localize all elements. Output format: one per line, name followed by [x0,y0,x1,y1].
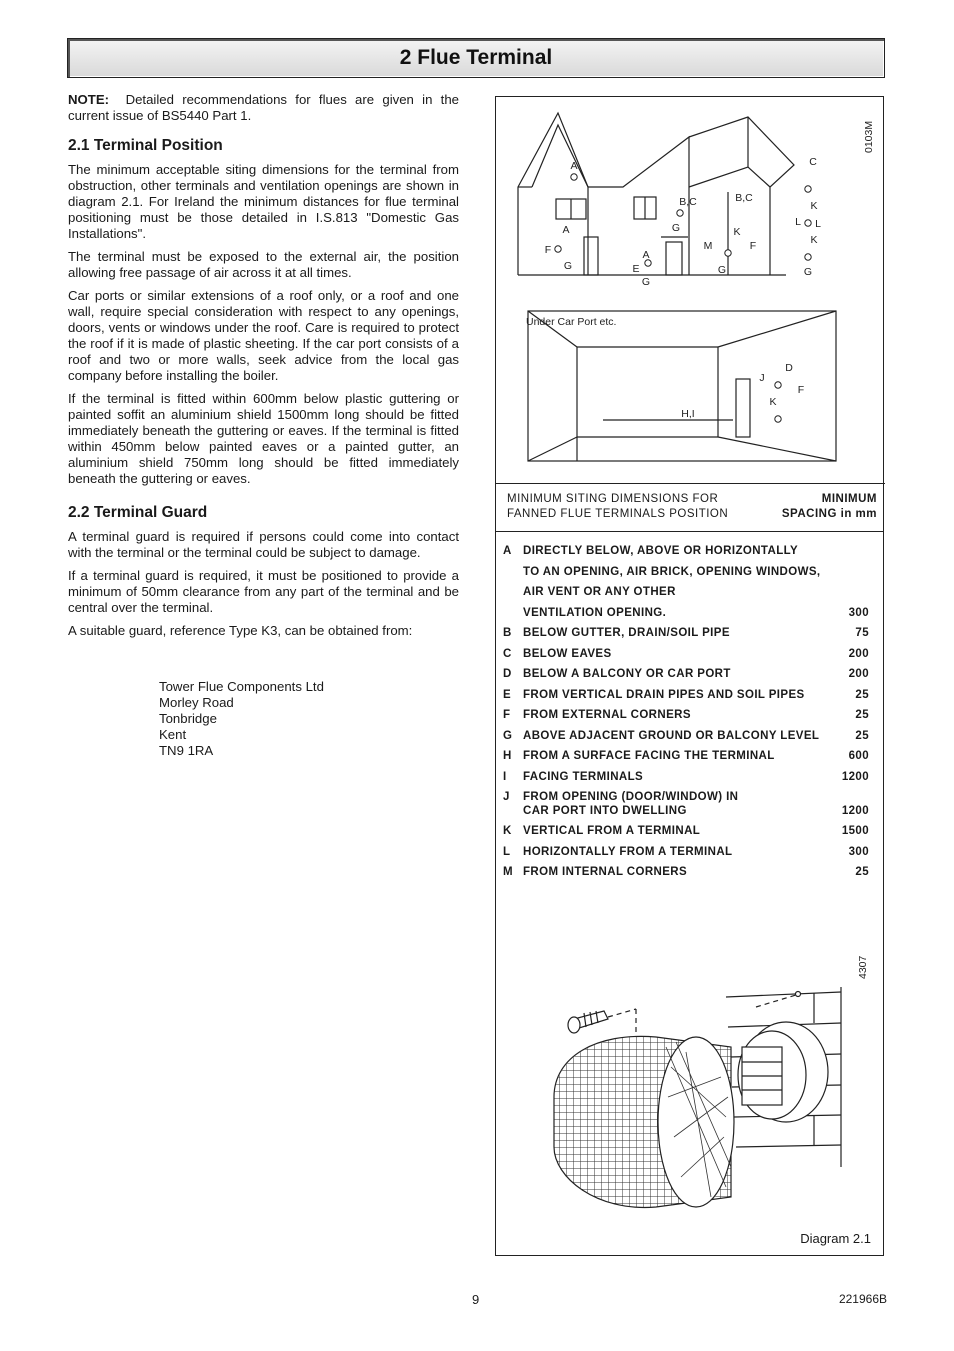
car-port-label: Under Car Port etc. [526,316,617,328]
diagram-letter: B,C [735,192,753,204]
spacing-value: 200 [848,647,869,660]
spacing-row-i [496,767,885,788]
spacing-value: 25 [855,688,869,701]
spacing-desc-line: FROM VERTICAL DRAIN PIPES AND SOIL PIPES [523,688,805,701]
spacing-table-header [496,483,883,532]
spacing-row-f [496,705,885,726]
spacing-value: 200 [848,668,869,680]
spacing-desc-line: VERTICAL FROM A TERMINAL [523,825,701,837]
spacing-desc-line: BELOW GUTTER, DRAIN/SOIL PIPE [523,627,730,639]
spacing-desc-line: FROM EXTERNAL CORNERS [523,709,691,721]
address-line: Tonbridge [159,711,217,726]
spacing-row-k [496,821,885,842]
spacing-value: 1200 [841,805,869,817]
spacing-code: F [503,709,511,721]
note-label: NOTE: [68,92,110,107]
spacing-desc-line: FROM INTERNAL CORNERS [523,866,688,878]
section-heading-terminal-guard: 2.2 Terminal Guard [68,504,208,521]
diagram-letter: F [544,244,552,256]
spacing-code: D [503,668,512,680]
spacing-code: B [503,627,512,639]
spacing-header-left-1: MINIMUM SITING DIMENSIONS FOR [507,493,719,505]
diagram-letter: K [810,200,818,212]
note-paragraph [68,92,459,124]
diagram-caption: Diagram 2.1 [800,1231,871,1246]
paragraph: A terminal guard is required if persons could come into contact with the terminal or the terminal could be subject to damage. [68,529,459,560]
spacing-desc-line: FROM OPENING (DOOR/WINDOW) IN [523,791,739,803]
diagram-letter: L [815,218,821,230]
terminal-guard-illustration [496,937,885,1255]
diagram-letter: F [797,384,805,396]
spacing-code: L [503,845,511,858]
spacing-desc-line: BELOW EAVES [523,647,612,660]
spacing-row-j [496,787,885,821]
spacing-value: 25 [855,866,869,878]
diagram-ref-guard: 4307 [857,955,869,979]
diagram-letter: G [563,260,573,272]
address-line: Tower Flue Components Ltd [159,679,324,694]
diagram-letter: G [641,276,651,288]
car-port-hi-label: H,I [681,408,695,420]
spacing-desc-line: VENTILATION OPENING. [523,606,667,619]
diagram-letter: G [803,266,813,278]
page-title: 2 Flue Terminal [399,46,553,69]
spacing-code: J [503,791,510,803]
supplier-address [159,679,459,759]
page-title-bar [67,38,885,78]
spacing-desc-line: FACING TERMINALS [523,770,644,783]
spacing-code: C [503,647,512,660]
document-code: 221966B [838,1292,887,1306]
spacing-value: 25 [855,729,869,742]
diagram-letter: A [570,160,578,172]
spacing-desc-line: HORIZONTALLY FROM A TERMINAL [523,845,733,858]
spacing-value: 300 [848,606,869,619]
left-column [68,92,459,759]
spacing-value: 600 [848,750,869,762]
diagram-panel [495,96,884,1256]
diagram-letter: M [703,240,713,252]
spacing-desc-line: CAR PORT INTO DWELLING [523,805,687,817]
diagram-letter: K [733,226,741,238]
paragraph: A suitable guard, reference Type K3, can be obtained from: [68,623,413,638]
terminal-guard-svg [496,937,885,1255]
diagram-letter: F [749,240,757,252]
spacing-desc-line: FROM A SURFACE FACING THE TERMINAL [523,750,775,762]
diagram-letter: K [769,396,777,408]
address-line: Kent [159,727,187,742]
spacing-value: 75 [855,627,869,639]
address-line: TN9 1RA [159,743,214,758]
siting-diagram [496,97,885,484]
paragraph: The terminal must be exposed to the external air, the position allowing free passage of air across it at all times. [68,249,459,280]
paragraph: The minimum acceptable siting dimensions for the terminal from obstruction, other terminals and ventilation openings are shown in diagram 2.1. For Ireland the minimum distances for flue terminal positioning must be those detailed in I.S.813 "Domestic Gas Installations". [68,162,459,241]
spacing-desc-line: BELOW A BALCONY OR CAR PORT [523,668,731,680]
spacing-row-c [496,644,885,665]
diagram-letter: A [562,224,570,236]
spacing-code: H [503,750,512,762]
house-diagram-svg [496,97,885,483]
paragraph: If a terminal guard is required, it must be positioned to provide a minimum of 50mm clearance from any part of the terminal and be central over the terminal. [68,568,459,615]
page-number: 9 [472,1292,480,1307]
section-heading-terminal-position: 2.1 Terminal Position [68,137,223,154]
paragraph: If the terminal is fitted within 600mm below plastic guttering or painted soffit an aluminium shield 1500mm long should be fitted immediately beneath the guttering or eaves. If the terminal is fitted within 450mm below painted eaves or a painted gutter, an aluminium shield 750mm long should be fitted immediately beneath the guttering or eaves. [68,391,459,486]
spacing-code: A [503,545,512,557]
spacing-value: 25 [855,709,869,721]
spacing-row-h [496,746,885,767]
spacing-row-l [496,842,885,863]
spacing-row-b [496,623,885,644]
spacing-code: G [503,729,513,742]
spacing-desc-line: ABOVE ADJACENT GROUND OR BALCONY LEVEL [523,729,820,742]
diagram-letter: D [785,362,793,374]
spacing-row-g [496,726,885,747]
spacing-header-left-2: FANNED FLUE TERMINALS POSITION [507,508,729,520]
spacing-code: K [503,825,512,837]
diagram-letter: A [642,249,650,261]
diagram-letter: J [759,372,765,384]
address-line: Morley Road [159,695,234,710]
diagram-letter: G [671,222,681,234]
spacing-value: 1500 [841,825,869,837]
spacing-table-body [496,541,885,883]
diagram-letter: K [810,234,818,246]
spacing-desc-line: AIR VENT OR ANY OTHER [523,586,676,598]
diagram-letter: C [809,156,817,168]
diagram-letter: B,C [679,196,697,208]
spacing-value: 300 [848,845,869,858]
spacing-row-e [496,685,885,706]
diagram-letter: L [795,216,801,228]
spacing-code: I [503,770,507,783]
spacing-row-d [496,664,885,685]
spacing-header-right-1: MINIMUM [821,493,877,505]
spacing-desc-line: TO AN OPENING, AIR BRICK, OPENING WINDOWS, [523,565,821,578]
note-text: Detailed recommendations for flues are given in the current issue of BS5440 Part 1. [68,92,460,123]
diagram-ref-top: 0103M [863,120,875,153]
spacing-row-a [496,541,885,623]
spacing-desc-line: DIRECTLY BELOW, ABOVE OR HORIZONTALLY [523,545,799,557]
spacing-header-right-2: SPACING in mm [781,508,877,520]
spacing-code: M [503,866,513,878]
diagram-letter: E [632,263,640,275]
spacing-value: 1200 [841,770,869,783]
paragraph: Car ports or similar extensions of a roof only, or a roof and one wall, require special consideration with respect to any openings, doors, vents or windows under the roof. Care is required to protect the roof if it is made of plastic sheeting. If the car port consists of a roof and two or more walls, seek advice from the local gas company before installing the boiler. [68,288,459,383]
spacing-code: E [503,688,512,701]
diagram-letter: G [717,264,727,276]
spacing-row-m [496,862,885,883]
